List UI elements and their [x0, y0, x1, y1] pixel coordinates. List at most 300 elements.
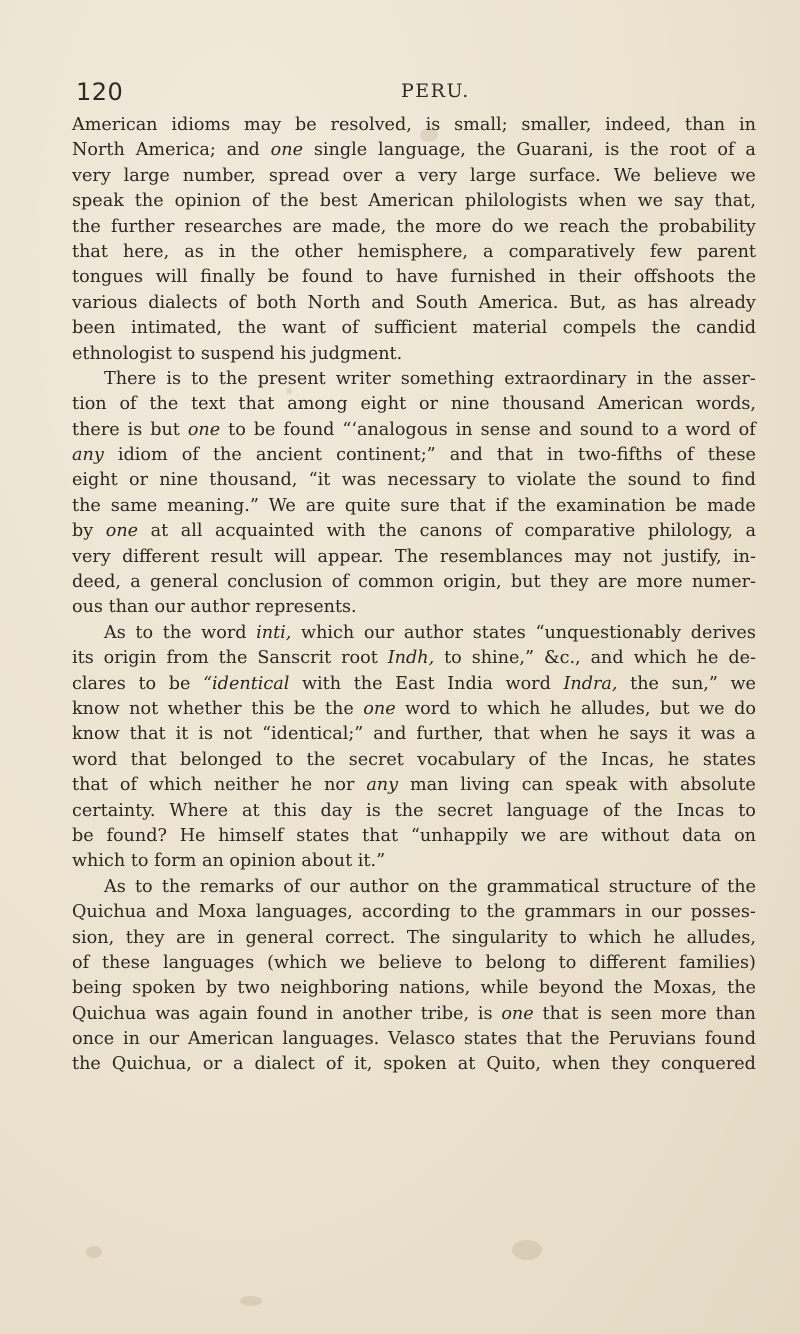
word: word [72, 749, 118, 770]
text-line [72, 519, 756, 544]
word: is [127, 419, 143, 440]
word: two-fifths [578, 445, 663, 466]
word: to [134, 876, 153, 897]
word: nor [324, 775, 355, 796]
word: that, [714, 191, 756, 212]
word: sense [480, 419, 531, 440]
word: two [237, 978, 271, 999]
word: in [636, 368, 654, 389]
word: a [745, 724, 756, 745]
word: we [340, 952, 366, 973]
word: to [454, 952, 473, 973]
word: the [587, 470, 617, 491]
word: was [341, 470, 377, 491]
word: American [188, 1029, 274, 1050]
word: correct. [325, 927, 396, 948]
word: the [633, 800, 663, 821]
word: more [660, 1003, 707, 1024]
word: languages [163, 952, 255, 973]
word: the [279, 191, 309, 212]
word: to [275, 749, 294, 770]
word: says [629, 724, 668, 745]
word: South [415, 292, 468, 313]
word: the [353, 673, 383, 694]
word: intimated, [130, 318, 223, 339]
word: conclusion [227, 572, 323, 593]
word: is [198, 724, 214, 745]
word: from [166, 648, 209, 669]
word: of [602, 800, 620, 821]
word: is [604, 140, 620, 161]
word: both [256, 292, 297, 313]
word: surface. [529, 165, 601, 186]
word: to [459, 902, 478, 923]
word: there [72, 419, 120, 440]
word: in [216, 927, 234, 948]
word: seen [610, 1003, 652, 1024]
text-line [72, 773, 756, 798]
word: reach [559, 216, 610, 237]
word: beyond [538, 978, 604, 999]
text-line [72, 799, 756, 824]
word: in [218, 241, 236, 262]
word: will [155, 267, 188, 288]
word: of [181, 445, 199, 466]
word: remarks [199, 876, 275, 897]
word: sufficient [374, 318, 457, 339]
word: American [368, 191, 454, 212]
word: its [72, 648, 94, 669]
word: about [301, 851, 353, 872]
word: the [727, 267, 756, 288]
word: in [739, 115, 756, 135]
word: but [659, 698, 690, 719]
word: idiom [117, 445, 168, 466]
word: of [341, 318, 359, 339]
word: form [154, 851, 197, 872]
word: the [630, 140, 659, 161]
word: the [630, 673, 659, 694]
word: are [292, 216, 322, 237]
text-line [72, 291, 756, 316]
word: when [539, 724, 588, 745]
text-line [72, 926, 756, 951]
word: numer- [691, 572, 756, 593]
word: these [707, 445, 756, 466]
word: a [232, 1054, 244, 1075]
word: of [119, 775, 137, 796]
word: already [689, 292, 756, 313]
word: our [309, 876, 340, 897]
text-line [72, 951, 756, 976]
word: furnished [450, 267, 537, 288]
word: which [148, 775, 203, 796]
word: we [520, 825, 547, 846]
word: Incas, [601, 749, 655, 770]
word: found [704, 1029, 756, 1050]
paper-speck [86, 1246, 102, 1258]
word: other [294, 241, 343, 262]
word: large [123, 165, 170, 186]
word: is [366, 800, 381, 821]
word: certainty. [72, 800, 156, 821]
word: without [601, 825, 670, 846]
word: Where [169, 800, 229, 821]
word: belong [485, 952, 546, 973]
word: material [472, 318, 548, 339]
word: they [549, 572, 589, 593]
word: found? [106, 825, 167, 846]
word: writer [335, 368, 391, 389]
word: origin [103, 648, 157, 669]
paper-speck [512, 1240, 542, 1260]
word: any [366, 775, 399, 796]
text-line [72, 824, 756, 849]
word: found [256, 1003, 308, 1024]
word: The [394, 546, 429, 567]
word: our [363, 622, 395, 643]
word: few [650, 241, 682, 262]
word: are [176, 927, 206, 948]
word: families) [679, 952, 756, 973]
word: we [730, 673, 756, 694]
word: best [319, 191, 358, 212]
word: a [394, 165, 406, 186]
text-line [72, 570, 756, 595]
word: of [325, 1054, 344, 1075]
word: to [177, 343, 196, 364]
word: a [745, 140, 756, 161]
text-line [72, 164, 756, 189]
word: the [394, 800, 424, 821]
word: the [378, 521, 408, 542]
word: to [558, 952, 577, 973]
word: eight [72, 470, 118, 491]
word: present [257, 368, 326, 389]
word: the [448, 876, 478, 897]
word: that [129, 724, 166, 745]
word: has [647, 292, 679, 313]
word: to [135, 622, 154, 643]
word: any [72, 445, 104, 466]
word: in [316, 1003, 334, 1024]
word: resolved, [330, 115, 412, 135]
word: states [296, 825, 350, 846]
word: justify, [663, 546, 722, 567]
word: is [425, 115, 441, 135]
word: North [72, 140, 125, 161]
running-head: PERU. [401, 80, 470, 102]
word: the [570, 1029, 600, 1050]
word: nations, [399, 978, 471, 999]
text-line [72, 189, 756, 214]
word: but [150, 419, 180, 440]
word: more [435, 216, 482, 237]
word: which [487, 698, 541, 719]
word: Quichua [72, 1003, 147, 1024]
text-line [72, 367, 756, 392]
word: to [738, 800, 756, 821]
page-number: 120 [76, 78, 124, 106]
word: probability [658, 216, 756, 237]
word: secret [348, 749, 404, 770]
word: small; [454, 115, 508, 135]
word: researches [184, 216, 283, 237]
word: is [587, 1003, 602, 1024]
word: with [629, 775, 669, 796]
word: Guarani, [516, 140, 594, 161]
word: over [342, 165, 382, 186]
word: may [574, 546, 612, 567]
word: East [395, 673, 435, 694]
word: sound [627, 470, 682, 491]
word: which [72, 851, 126, 872]
text-line [72, 240, 756, 265]
text-line [72, 697, 756, 722]
word: sure [400, 495, 440, 516]
word: America; [135, 140, 216, 161]
word: tongues [72, 267, 144, 288]
word: to [444, 648, 462, 669]
word: to [692, 470, 711, 491]
word: want [282, 318, 326, 339]
word: of [494, 521, 512, 542]
word: that [238, 394, 275, 415]
text-line [72, 494, 756, 519]
word: Quichua [72, 902, 147, 923]
word: not [622, 546, 652, 567]
word: this [273, 800, 307, 821]
word: which [633, 648, 687, 669]
word: &c., [543, 648, 581, 669]
word: the [614, 978, 643, 999]
word: speak [565, 775, 618, 796]
word: that [130, 749, 167, 770]
text-line [72, 646, 756, 671]
word: the [237, 318, 267, 339]
word: or [202, 1054, 222, 1075]
word: asser- [702, 368, 756, 389]
word: suspend [200, 343, 275, 364]
word: the [149, 394, 179, 415]
word: deed, [72, 572, 121, 593]
word: judgment. [311, 343, 403, 364]
word: been [72, 318, 116, 339]
word: are [597, 572, 628, 593]
word: continent;” [336, 445, 436, 466]
word: secret [437, 800, 493, 821]
word: be [293, 698, 316, 719]
text-line [72, 621, 756, 646]
word: He [179, 825, 206, 846]
word: There [104, 368, 157, 389]
word: Indra, [563, 673, 618, 694]
word: states [464, 1029, 518, 1050]
word: thousand, [209, 470, 298, 491]
word: meaning.” [167, 495, 259, 516]
word: the [212, 445, 242, 466]
word: Indh, [387, 648, 435, 669]
word: that [493, 724, 530, 745]
word: the [134, 191, 164, 212]
word: same [110, 495, 158, 516]
word: can [521, 775, 554, 796]
page-header [76, 78, 736, 108]
word: Incas [676, 800, 725, 821]
word: general [245, 927, 314, 948]
word: idioms [171, 115, 231, 135]
word: philologists [464, 191, 568, 212]
word: extraordinary [504, 368, 627, 389]
word: dialect [254, 1054, 315, 1075]
word: was [700, 724, 736, 745]
word: he [653, 927, 676, 948]
word: the [558, 749, 588, 770]
word: are [305, 495, 335, 516]
word: result [210, 546, 263, 567]
word: the [161, 876, 191, 897]
word: than [108, 597, 149, 618]
word: parent [697, 241, 756, 262]
word: the [162, 622, 192, 643]
word: if [495, 495, 508, 516]
text-line [72, 342, 756, 367]
word: As [104, 622, 126, 643]
word: the [72, 495, 101, 516]
word: dialects [148, 292, 218, 313]
word: inti, [256, 622, 292, 643]
word: of [528, 749, 546, 770]
word: be [72, 825, 94, 846]
word: of [283, 876, 301, 897]
word: day [320, 800, 353, 821]
word: We [613, 165, 641, 186]
word: here, [123, 241, 170, 262]
word: again [198, 1003, 248, 1024]
word: author [403, 622, 464, 643]
word: we [730, 165, 756, 186]
word: sion, [72, 927, 115, 948]
word: find [721, 470, 756, 491]
word: than [684, 115, 726, 135]
word: nine [450, 394, 490, 415]
word: very [72, 165, 111, 186]
word: and [155, 902, 189, 923]
word: to [459, 698, 478, 719]
text-line [72, 443, 756, 468]
paper-speck [286, 388, 292, 394]
word: an [201, 851, 224, 872]
word: But, [569, 292, 607, 313]
word: ancient [255, 445, 322, 466]
text-line [72, 849, 756, 874]
word: conquered [661, 1054, 756, 1075]
word: spoken [383, 1054, 447, 1075]
word: as [617, 292, 637, 313]
word: do [734, 698, 756, 719]
word: smaller, [521, 115, 592, 135]
word: We [268, 495, 296, 516]
word: their [578, 267, 622, 288]
word: Quito, [486, 1054, 541, 1075]
word: grammars [524, 902, 616, 923]
word: of [717, 140, 735, 161]
word: be [267, 267, 290, 288]
word: that [72, 241, 108, 262]
word: the [486, 902, 516, 923]
word: further, [416, 724, 484, 745]
word: not [223, 724, 253, 745]
word: “‘analogous [342, 419, 448, 440]
word: than [715, 1003, 756, 1024]
word: eight [360, 394, 407, 415]
word: not [129, 698, 159, 719]
word: very [72, 546, 111, 567]
text-line [72, 418, 756, 443]
word: and [449, 445, 483, 466]
word: will [274, 546, 306, 567]
text-line [72, 748, 756, 773]
word: very [418, 165, 458, 186]
word: “identical;” [262, 724, 364, 745]
word: canons [419, 521, 483, 542]
word: “identical [203, 673, 290, 694]
word: text [191, 394, 226, 415]
word: to [228, 419, 246, 440]
word: on [417, 876, 440, 897]
word: the [250, 241, 280, 262]
word: neither [213, 775, 279, 796]
word: to [130, 851, 149, 872]
word: among [287, 394, 348, 415]
word: the [324, 698, 354, 719]
word: spoken [132, 978, 196, 999]
word: American [72, 115, 158, 135]
word: of [119, 394, 137, 415]
word: the [218, 368, 248, 389]
word: of [72, 952, 90, 973]
word: know [72, 724, 120, 745]
word: once [72, 1029, 115, 1050]
word: languages. [282, 1029, 380, 1050]
word: while [480, 978, 529, 999]
word: indeed, [605, 115, 672, 135]
word: he [696, 648, 719, 669]
word: resemblances [439, 546, 563, 567]
word: a [483, 241, 494, 262]
word: belonged [179, 749, 263, 770]
word: Moxa [197, 902, 247, 923]
word: hemisphere, [357, 241, 468, 262]
text-line [72, 138, 756, 163]
word: the [72, 1054, 101, 1075]
word: number, [182, 165, 256, 186]
word: “unhappily [410, 825, 509, 846]
word: as [184, 241, 204, 262]
word: Sanscrit [257, 648, 332, 669]
text-line [72, 468, 756, 493]
word: thousand [502, 394, 585, 415]
word: grammatical [486, 876, 600, 897]
word: but [510, 572, 541, 593]
word: and [590, 648, 624, 669]
word: large [470, 165, 517, 186]
paper-speck [420, 128, 438, 142]
word: made [706, 495, 756, 516]
word: and [373, 724, 407, 745]
word: The [406, 927, 441, 948]
word: may [244, 115, 282, 135]
